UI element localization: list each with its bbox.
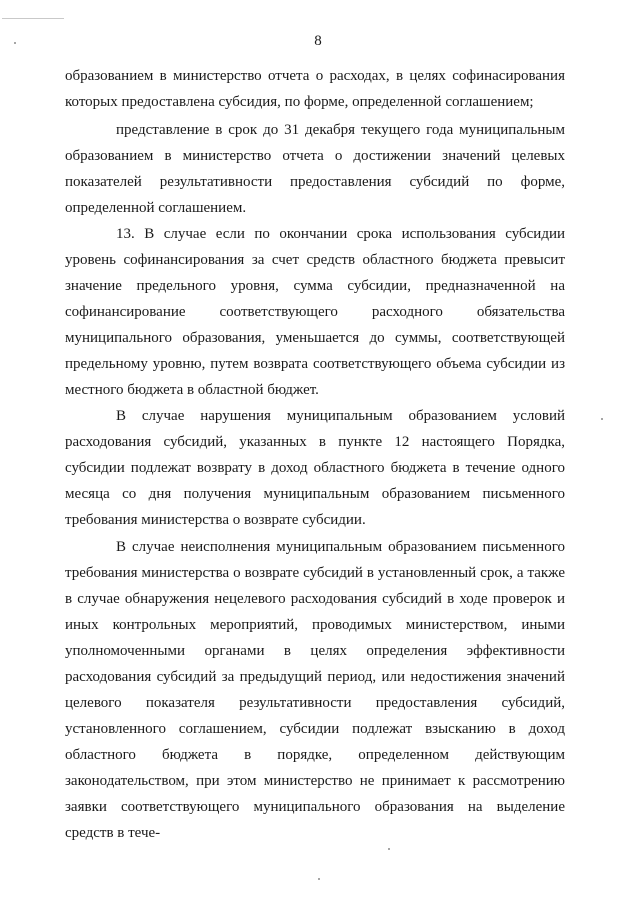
paragraph-report-expenses: образованием в министерство отчета о расходах, в целях софинасирования которых предоставлена субсидия, по форме, определенной соглашением;	[65, 68, 565, 110]
paragraph-non-fulfillment: В случае неисполнения муниципальным образованием письменного требования министерства о возврате субсидий в установленный срок, а также в случае обнаружения нецелевого расходования субсидий в ходе проверок и иных контрольных мероприятий, проводимых министерством, иными уполномоченными органами в целях определения эффективности расходования субсидий за предыдущий период, или недостижения значений целевого показателя результативности предоставления субсидий, установленного соглашением, субсидии подлежат взысканию в доход областного бюджета в порядке, определенном действующим законодательством, при этом министерство не принимает к рассмотрению заявки соответствующего муниципального образования на выделение средств в тече-	[65, 539, 565, 841]
scan-speck	[601, 418, 603, 420]
paragraph-violation-return: В случае нарушения муниципальным образованием условий расходования субсидий, указанных в пункте 12 настоящего Порядка, субсидии подлежат возврату в доход областного бюджета в течение одного месяца со дня получения муниципальным образованием письменного требования министерства о возврате субсидии.	[65, 408, 565, 528]
scan-artifact-line	[2, 18, 64, 19]
paragraph-report-targets: представление в срок до 31 декабря текущего года муниципальным образованием в министерство отчета о достижении значений целевых показателей результативности предоставления субсидий по форме, определенной соглашением.	[65, 122, 565, 216]
page-number: 8	[314, 33, 322, 49]
scan-speck	[318, 878, 320, 880]
scan-speck	[388, 848, 390, 850]
paragraph-item-13: 13. В случае если по окончании срока использования субсидии уровень софинансирования за счет средств областного бюджета превысит значение предельного уровня, сумма субсидии, предназначенной на софинансирование соответствующего расходного обязательства муниципального образования, уменьшается до суммы, соответствующей предельному уровню, путем возврата соответствующего объема субсидии из местного бюджета в областной бюджет.	[65, 226, 565, 398]
